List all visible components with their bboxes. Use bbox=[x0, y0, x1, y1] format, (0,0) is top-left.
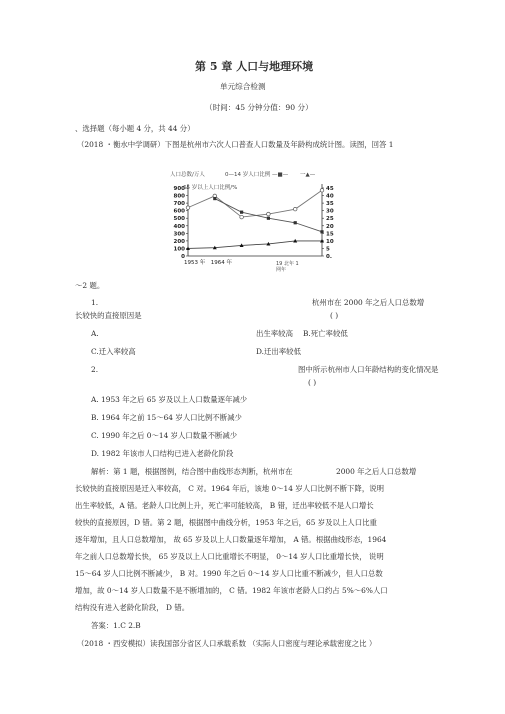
x-tick-label: 1964 年 bbox=[210, 260, 233, 266]
y-left-tick-label: 600 bbox=[173, 208, 185, 215]
series-young-point bbox=[213, 197, 216, 200]
q1-option-c: C.迁入率较高 bbox=[91, 347, 136, 356]
y-right-tick-label: 15 bbox=[326, 231, 334, 238]
series-total-point bbox=[240, 215, 244, 219]
next-question-intro: （2018 ・西安模拟）读我国部分省区人口承载系数 （实际人口密度与理论承载密度之比 ） bbox=[77, 639, 377, 648]
q1-option-d: D.迁出率较低 bbox=[256, 347, 301, 356]
series-total-line bbox=[188, 190, 322, 217]
x-tick-label: 1953 年 bbox=[184, 260, 206, 266]
y-left-tick-label: 0 bbox=[181, 254, 185, 260]
q1-option-a: 出生率较高 bbox=[256, 329, 293, 338]
analysis-line-1a: 解析：第 1 题，根据图例，结合图中曲线形态判断，杭州市在 bbox=[91, 467, 293, 476]
analysis-line-4: 较快的直接原因，D 错。第 2 题，根据图中曲线分析，1953 年之后，65 岁及以上人口比重 bbox=[75, 518, 377, 527]
series-total-point bbox=[320, 188, 324, 192]
y-left-tick-label: 500 bbox=[173, 216, 185, 223]
series-young-point bbox=[294, 221, 297, 224]
q2-paren: ( ) bbox=[308, 378, 317, 387]
q1-paren: ( ) bbox=[330, 311, 339, 320]
legend-right-frag: 一▲— bbox=[300, 172, 316, 178]
q1-stem-a: 杭州市在 2000 年之后人口总数增 bbox=[312, 298, 425, 307]
y-right-tick-label: 40 bbox=[326, 193, 334, 200]
legend-total: 人口总数/万人 bbox=[170, 172, 205, 178]
y-right-tick-label: 10 bbox=[326, 238, 334, 245]
answer: 答案：1.C 2.B bbox=[91, 621, 141, 630]
series-total-point bbox=[293, 207, 297, 211]
question-intro: （2018 ・衡水中学调研）下图是杭州市六次人口普查人口数量及年龄构成统计图。读图，回答 1 bbox=[77, 140, 394, 149]
chart-marks bbox=[186, 188, 324, 250]
series-total-point bbox=[186, 206, 190, 210]
y-right-tick-label: 30 bbox=[326, 208, 334, 215]
y-right-tick-label: 35 bbox=[326, 201, 334, 208]
subtitle: 单元综合检测 bbox=[220, 82, 266, 91]
series-young-point bbox=[320, 230, 323, 233]
y-right-tick-label: 25 bbox=[326, 216, 334, 223]
y-left-tick-label: 800 bbox=[173, 193, 185, 200]
q1-option-a-label: A. bbox=[91, 329, 99, 338]
x-label-2: 网年 bbox=[276, 267, 287, 273]
series-young-point bbox=[267, 217, 270, 220]
q2-option-b: B. 1964 年之前 15～64 岁人口比例不断减少 bbox=[91, 413, 242, 422]
analysis-line-6: 年之前人口总数增长快， 65 岁及以上人口比重增长不明显， 0～14 岁人口比重增长快， 说明 bbox=[75, 552, 384, 561]
y-right-tick-label: 0. bbox=[326, 254, 332, 260]
legend-old: 65 岁以上人口比例/% bbox=[183, 185, 238, 191]
population-chart bbox=[150, 168, 360, 278]
series-young-point bbox=[240, 211, 243, 214]
y-left-tick-label: 300 bbox=[173, 231, 185, 238]
q1-stem-b: 长较快的直接原因是 bbox=[75, 311, 142, 320]
y-right-tick-label: 5 bbox=[326, 246, 330, 253]
q1-number: 1. bbox=[91, 298, 99, 307]
y-left-tick-label: 900 bbox=[173, 186, 185, 192]
series-total-point bbox=[267, 212, 271, 216]
y-left-tick-label: 200 bbox=[173, 238, 185, 245]
chapter-title: 第 5 章 人口与地理环境 bbox=[195, 60, 314, 73]
x-label-frag: 19 北年 1 bbox=[276, 261, 299, 267]
chart-frame bbox=[174, 184, 334, 266]
analysis-line-9: 结构没有进入老龄化阶段， D 错。 bbox=[75, 603, 190, 612]
q2-option-d: D. 1982 年该市人口结构已进入老龄化阶段 bbox=[91, 449, 234, 458]
q2-option-c: C. 1990 年之后 0～14 岁人口数量不断减少 bbox=[91, 431, 238, 440]
question-intro-cont: ～2 题。 bbox=[75, 281, 105, 290]
q2-stem: 图中所示杭州市人口年龄结构的变化情况是 bbox=[298, 365, 439, 374]
analysis-line-2: 长较快的直接原因是迁入率较高， C 对。1964 年后，该地 0～14 岁人口比例不断下降，说明 bbox=[75, 484, 384, 493]
legend-young: 0—14 岁人口比例 —■— bbox=[225, 172, 289, 178]
section-heading: 、选择题（每小题 4 分，共 44 分） bbox=[75, 124, 195, 133]
q2-option-a: A. 1953 年之后 65 岁及以上人口数量逐年减少 bbox=[91, 395, 248, 404]
analysis-line-7: 15～64 岁人口比例不断减少， B 对。1990 年之后 0～14 岁人口比重不断减少，但人口总数 bbox=[75, 569, 383, 578]
y-right-tick-label: 45 bbox=[326, 186, 334, 192]
y-left-tick-label: 100 bbox=[173, 246, 185, 253]
time-info: （时间：45 分钟分值：90 分） bbox=[205, 103, 313, 112]
q2-number: 2. bbox=[91, 365, 99, 374]
series-old-line bbox=[188, 241, 322, 249]
analysis-line-1b: 2000 年之后人口总数增 bbox=[336, 467, 417, 476]
y-left-tick-label: 400 bbox=[173, 223, 185, 230]
y-right-tick-label: 20 bbox=[326, 223, 334, 230]
analysis-line-3: 出生率较低，A 错。老龄人口比例上升，死亡率可能较高， B 错，迁出率较低不是人口增长 bbox=[75, 501, 374, 510]
y-left-tick-label: 700 bbox=[173, 201, 185, 208]
analysis-line-5: 逐年增加，且人口总数增加， 故 65 岁及以上人口数量逐年增加， A 错。根据曲线形态，1964 bbox=[75, 535, 387, 544]
q1-option-b: B.死亡率较低 bbox=[303, 329, 348, 338]
analysis-line-8: 增加，故 0～14 岁人口数量不是不断增加的， C 错。1982 年该市老龄人口约占 5%～6%人口 bbox=[75, 586, 388, 595]
